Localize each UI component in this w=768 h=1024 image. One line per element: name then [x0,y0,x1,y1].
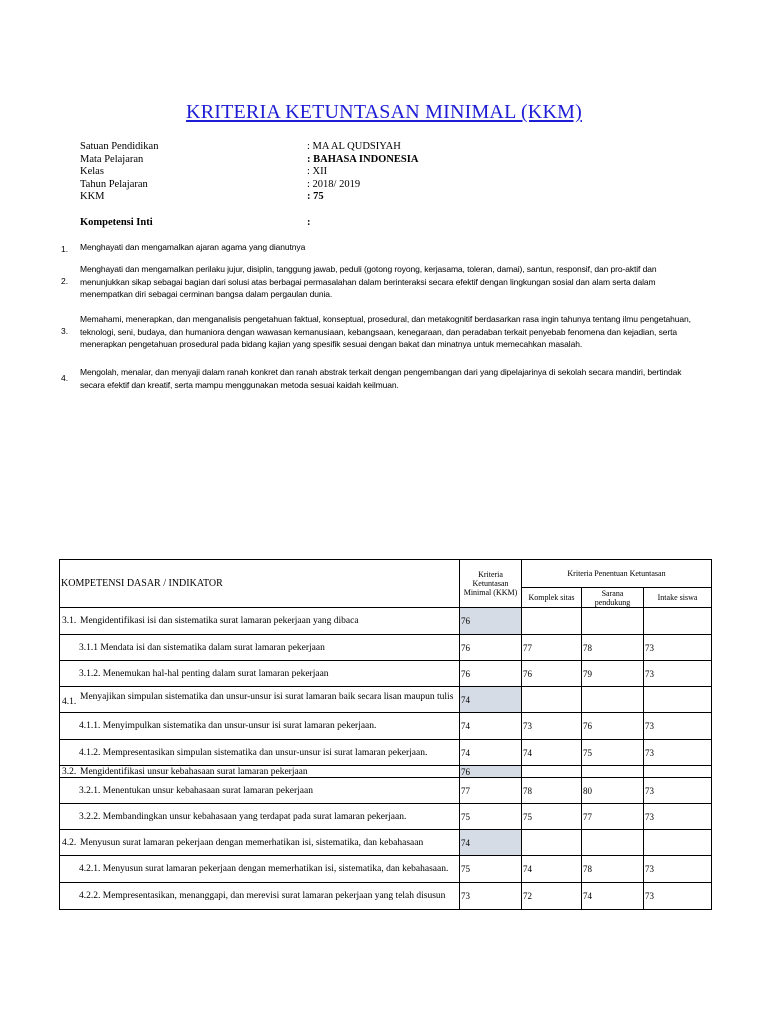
kd-number: 3.2. [62,766,77,777]
intake-value [644,830,712,856]
sarana-value: 80 [582,778,644,804]
header-kkm: Kriteria Ketuntasan Minimal (KKM) [460,560,522,608]
intake-value: 73 [644,635,712,661]
intake-value: 73 [644,661,712,687]
table-row-indicator [60,778,712,804]
kkm-value: 75 [460,856,522,883]
ki-number: 4. [61,373,69,383]
komplek-value: 72 [522,883,582,910]
table-row-indicator [60,635,712,661]
kkm-value: 76 [460,635,522,661]
sarana-value: 79 [582,661,644,687]
info-value-satuan: : MA AL QUDSIYAH [307,141,401,152]
intake-value [644,766,712,778]
komplek-value: 74 [522,740,582,766]
indicator-label: 4.2.2. Mempresentasikan, menanggapi, dan merevisi surat lamaran pekerjaan yang telah disusun [60,883,460,910]
header-sarana-pendukung: Sarana pendukung [582,588,644,608]
kkm-value: 74 [460,830,522,856]
table-row-kd [60,766,712,778]
page-title: KRITERIA KETUNTASAN MINIMAL (KKM) [186,101,582,123]
header-komplek-sitas: Komplek sitas [522,588,582,608]
intake-value [644,687,712,713]
komplek-value: 76 [522,661,582,687]
kkm-value: 74 [460,687,522,713]
kd-label: Menyajikan simpulan sistematika dan unsur-unsur isi surat lamaran baik secara lisan maupun tulis [80,692,454,702]
info-label-tahun: Tahun Pelajaran [80,179,148,190]
kd-cell [60,608,460,635]
ki-heading: Kompetensi Inti [80,217,153,228]
kkm-value: 75 [460,804,522,830]
header-kriteria-penentuan: Kriteria Penentuan Ketuntasan [522,560,712,588]
indicator-label: 3.1.2. Menemukan hal-hal penting dalam surat lamaran pekerjaan [60,661,460,687]
kd-cell [60,766,460,778]
komplek-value: 73 [522,713,582,740]
ki-text: Mengolah, menalar, dan menyaji dalam ranah konkret dan ranah abstrak terkait dengan pengembangan dari yang dipelajarinya di sekolah secara mandiri, bertindak secara efektif dan kreatif, serta mampu menggunakan metoda sesuai kaidah keilmuan. [80,367,682,390]
info-label-kkm: KKM [80,191,105,202]
kkm-value: 76 [460,661,522,687]
sarana-value: 78 [582,856,644,883]
header-kompetensi-dasar: KOMPETENSI DASAR / INDIKATOR [60,560,460,608]
kd-label: Mengidentifikasi unsur kebahasaan surat lamaran pekerjaan [80,766,308,777]
table-row-indicator [60,804,712,830]
ki-number: 1. [61,244,69,254]
table-row-indicator [60,713,712,740]
komplek-value: 78 [522,778,582,804]
komplek-value [522,687,582,713]
indicator-label: 4.1.1. Menyimpulkan sistematika dan unsur-unsur isi surat lamaran pekerjaan. [60,713,460,740]
table-row-kd [60,687,712,713]
kkm-value: 76 [460,608,522,635]
intake-value: 73 [644,856,712,883]
intake-value: 73 [644,713,712,740]
kkm-value: 74 [460,740,522,766]
sarana-value [582,830,644,856]
info-value-tahun: : 2018/ 2019 [307,179,361,190]
komplek-value: 77 [522,635,582,661]
kd-number: 4.1. [62,697,77,707]
info-label-satuan: Satuan Pendidikan [80,141,159,152]
kd-label: Mengidentifikasi isi dan sistematika surat lamaran pekerjaan yang dibaca [80,616,359,626]
intake-value: 73 [644,778,712,804]
header-intake-siswa: Intake siswa [644,588,712,608]
kkm-value: 74 [460,713,522,740]
sarana-value [582,608,644,635]
indicator-label: 4.1.2. Mempresentasikan simpulan sistematika dan unsur-unsur isi surat lamaran pekerjaan. [60,740,460,766]
sarana-value: 75 [582,740,644,766]
kd-label: Menyusun surat lamaran pekerjaan dengan memerhatikan isi, sistematika, dan kebahasaan [80,837,424,848]
table-row-indicator [60,740,712,766]
komplek-value [522,830,582,856]
sarana-value [582,766,644,778]
ki-number: 2. [61,276,69,286]
indicator-label: 3.1.1 Mendata isi dan sistematika dalam surat lamaran pekerjaan [60,635,460,661]
sarana-value: 77 [582,804,644,830]
info-label-mapel: Mata Pelajaran [80,154,144,165]
kd-cell [60,830,460,856]
kd-number: 4.2. [62,837,77,848]
table-row-indicator [60,661,712,687]
komplek-value [522,608,582,635]
komplek-value: 75 [522,804,582,830]
kd-number: 3.1. [62,616,77,626]
table-row-indicator [60,856,712,883]
sarana-value: 78 [582,635,644,661]
ki-heading-colon: : [307,217,311,228]
info-value-kelas: : XII [307,166,328,177]
kkm-value: 73 [460,883,522,910]
sarana-value: 76 [582,713,644,740]
indicator-label: 4.2.1. Menyusun surat lamaran pekerjaan dengan memerhatikan isi, sistematika, dan kebahasaan. [60,856,460,883]
komplek-value: 74 [522,856,582,883]
kkm-value: 77 [460,778,522,804]
kkm-table [59,559,712,910]
table-row-kd [60,608,712,635]
intake-value: 73 [644,883,712,910]
indicator-label: 3.2.1. Menentukan unsur kebahasaan surat lamaran pekerjaan [60,778,460,804]
ki-text: Menghayati dan mengamalkan perilaku jujur, disiplin, tanggung jawab, peduli (gotong royong, kerjasama, toleran, damai), santun, responsif, dan pro-aktif dan menunjukkan sikap sebagai bagian dari solusi atas berbagai permasalahan dalam berinteraksi secara efektif dengan lingkungan sosial dan alam serta dalam menempatkan diri sebagai cerminan bangsa dalam pergaulan dunia. [80,264,657,299]
intake-value [644,608,712,635]
info-value-kkm: : 75 [307,191,324,202]
ki-text: Menghayati dan mengamalkan ajaran agama yang dianutnya [80,242,306,252]
table-row-indicator [60,883,712,910]
intake-value: 73 [644,804,712,830]
kkm-value: 76 [460,766,522,778]
sarana-value [582,687,644,713]
info-value-mapel: : BAHASA INDONESIA [307,154,419,165]
intake-value: 73 [644,740,712,766]
sarana-value: 74 [582,883,644,910]
table-row-kd [60,830,712,856]
ki-number: 3. [61,326,69,336]
ki-text: Memahami, menerapkan, dan menganalisis pengetahuan faktual, konseptual, prosedural, dan metakognitif berdasarkan rasa ingin tahunya tentang ilmu pengetahuan, teknologi, seni, budaya, dan humaniora dengan wawasan kemanusiaan, kebangsaan, kenegaraan, dan peradaban terkait penyebab fenomena dan kejadian, serta menerapkan pengetahuan prosedural pada bidang kajian yang spesifik sesuai dengan bakat dan minatnya untuk memecahkan masalah. [80,314,691,349]
indicator-label: 3.2.2. Membandingkan unsur kebahasaan yang terdapat pada surat lamaran pekerjaan. [60,804,460,830]
info-label-kelas: Kelas [80,166,104,177]
komplek-value [522,766,582,778]
kd-cell [60,687,460,713]
